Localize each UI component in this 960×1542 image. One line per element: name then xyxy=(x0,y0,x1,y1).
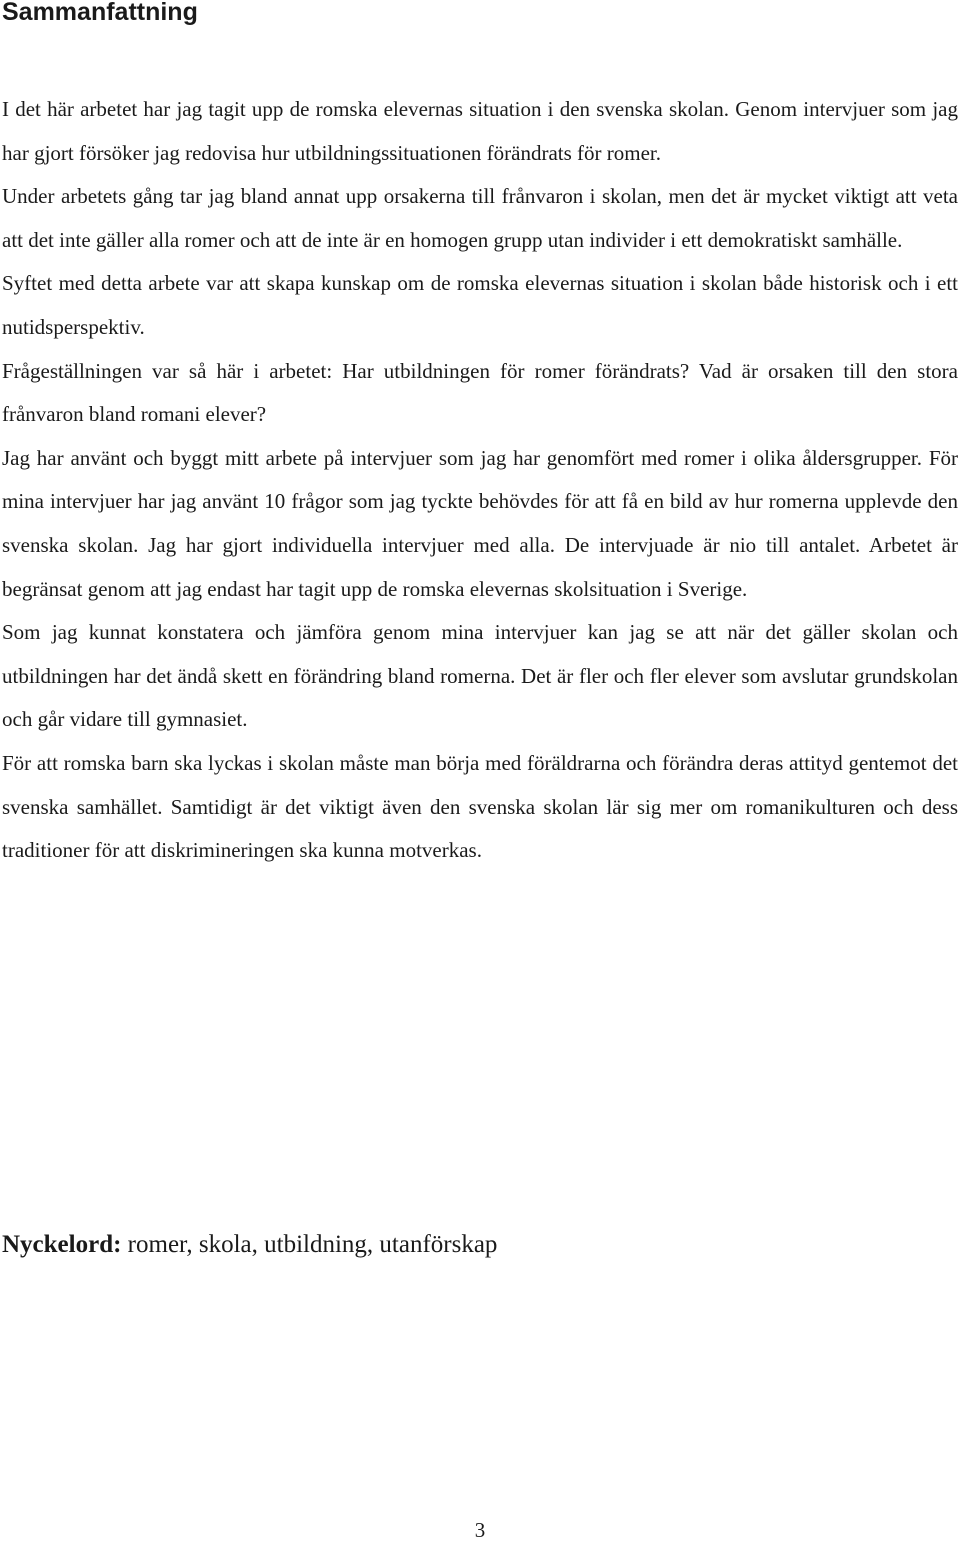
keywords-terms: romer, skola, utbildning, utanförskap xyxy=(127,1231,498,1258)
paragraph-findings: Som jag kunnat konstatera och jämföra genom mina intervjuer kan jag se att när det gäller skolan och utbildningen har det ändå skett en förändring bland romerna. Det är fler och fler elever som avslutar grundskolan och går vidare till gymnasiet. xyxy=(2,620,958,732)
page-title: Sammanfattning xyxy=(2,0,198,26)
summary-body xyxy=(2,88,958,873)
paragraph-intro: I det här arbetet har jag tagit upp de romska elevernas situation i den svenska skolan. Genom intervjuer som jag har gjort försöker jag redovisa hur utbildningssituationen förändrats för romer. xyxy=(2,97,958,165)
paragraph-absence: Under arbetets gång tar jag bland annat upp orsakerna till frånvaron i skolan, men det är mycket viktigt att veta att det inte gäller alla romer och att de inte är en homogen grupp utan individer i ett demokratiskt samhälle. xyxy=(2,184,958,252)
paragraph-conclusion: För att romska barn ska lyckas i skolan måste man börja med föräldrarna och förändra deras attityd gentemot det svenska samhället. Samtidigt är det viktigt även den svenska skolan lär sig mer om romanikulturen och dess traditioner för att diskrimineringen ska kunna motverkas. xyxy=(2,750,958,863)
keywords-label: Nyckelord: xyxy=(2,1231,122,1258)
keywords-line xyxy=(2,1228,497,1262)
paragraph-method: Jag har använt och byggt mitt arbete på intervjuer som jag har genomfört med romer i olika åldersgrupper. För mina intervjuer har jag använt 10 frågor som jag tyckte behövdes för att få en bild av hur romerna upplevde den svenska skolan. Jag har gjort individuella intervjuer med alla. De intervjuade är nio till antalet. Arbetet är begränsat genom att jag endast har tagit upp de romska elevernas skolsituation i Sverige. xyxy=(2,445,958,601)
paragraph-purpose: Syftet med detta arbete var att skapa kunskap om de romska elevernas situation i skolan både historisk och i ett nutidsperspektiv. xyxy=(2,271,958,339)
page-number: 3 xyxy=(474,1518,486,1542)
paragraph-questions: Frågeställningen var så här i arbetet: Har utbildningen för romer förändrats? Vad är orsaken till den stora frånvaron bland romani elever? xyxy=(2,358,958,427)
